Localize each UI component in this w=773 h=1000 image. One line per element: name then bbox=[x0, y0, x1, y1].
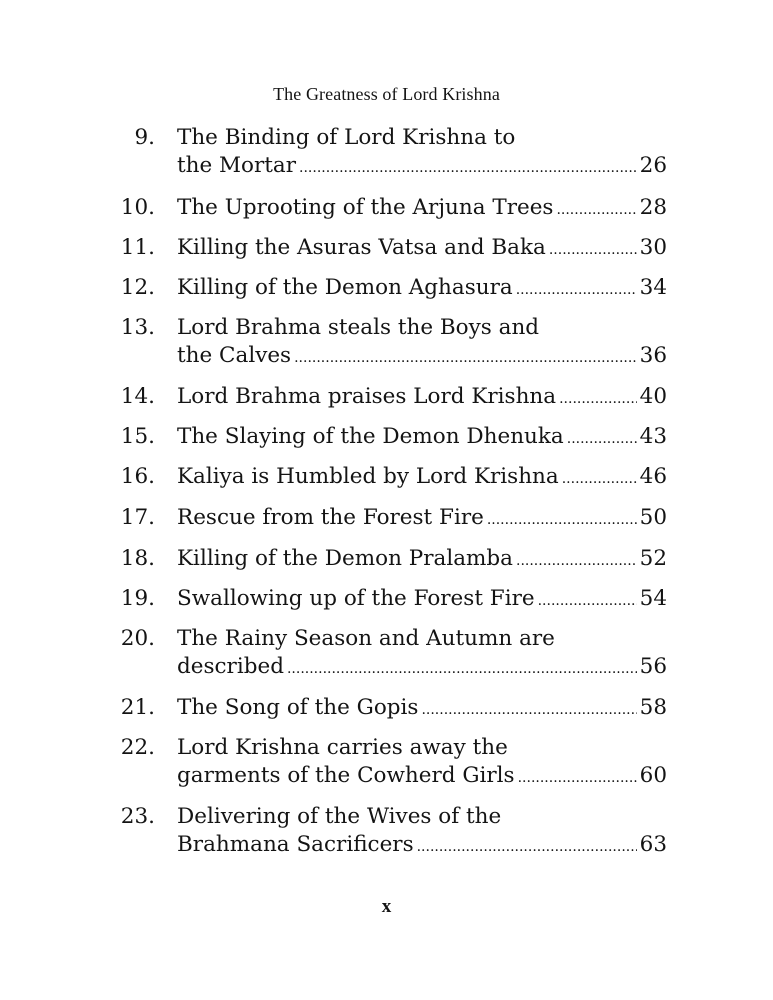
toc-entry-title-text: Swallowing up of the Forest Fire bbox=[177, 586, 535, 611]
dot-leader bbox=[417, 833, 637, 861]
toc-entry-number: 16. bbox=[120, 464, 155, 489]
toc-entry[interactable] bbox=[0, 274, 773, 302]
toc-entry-number: 21. bbox=[120, 695, 155, 720]
toc-entry-page-number: 34 bbox=[639, 275, 667, 300]
toc-entry-page-number: 43 bbox=[639, 424, 667, 449]
toc-entry-number: 14. bbox=[120, 384, 155, 409]
dot-leader bbox=[559, 385, 637, 413]
toc-entry-title-line bbox=[177, 762, 667, 792]
toc-entry-page-number: 50 bbox=[639, 505, 667, 530]
toc-entry-page-number: 58 bbox=[639, 695, 667, 720]
toc-entry[interactable] bbox=[0, 545, 773, 573]
toc-entry-title-line bbox=[177, 545, 667, 575]
toc-entry[interactable] bbox=[0, 803, 773, 859]
dot-leader bbox=[562, 465, 637, 493]
running-head: The Greatness of Lord Krishna bbox=[273, 84, 500, 104]
toc-entry-title-line bbox=[177, 342, 667, 372]
toc-entry[interactable] bbox=[0, 124, 773, 180]
toc-entry[interactable] bbox=[0, 194, 773, 222]
dot-leader bbox=[421, 696, 636, 724]
toc-entry-page-number: 52 bbox=[639, 546, 667, 571]
toc-entry[interactable] bbox=[0, 234, 773, 262]
toc-entry-title-text: described bbox=[177, 654, 284, 679]
toc-entry[interactable] bbox=[0, 383, 773, 411]
dot-leader bbox=[287, 655, 637, 683]
toc-entry-title-line bbox=[177, 463, 667, 493]
toc-entry[interactable] bbox=[0, 314, 773, 370]
toc-entry-title-text: The Slaying of the Demon Dhenuka bbox=[177, 424, 564, 449]
toc-entry-number: 19. bbox=[120, 586, 155, 611]
toc-entry-number: 9. bbox=[134, 125, 155, 150]
toc-entry-title-text: Kaliya is Humbled by Lord Krishna bbox=[177, 464, 559, 489]
dot-leader bbox=[516, 276, 637, 304]
toc-entry-title-text: the Mortar bbox=[177, 153, 297, 178]
toc-entry-title-line: The Binding of Lord Krishna to bbox=[177, 125, 516, 150]
dot-leader bbox=[567, 425, 637, 453]
toc-entry-page-number: 28 bbox=[639, 195, 667, 220]
toc-entry-page-number: 56 bbox=[639, 654, 667, 679]
dot-leader bbox=[518, 764, 637, 792]
dot-leader bbox=[487, 506, 637, 534]
toc-entry-title-line bbox=[177, 831, 667, 861]
toc-entry-number: 13. bbox=[120, 315, 155, 340]
dot-leader bbox=[299, 154, 637, 182]
toc-entry-page-number: 54 bbox=[639, 586, 667, 611]
toc-entry-title-line bbox=[177, 194, 667, 224]
toc-entry[interactable] bbox=[0, 734, 773, 790]
toc-entry-number: 22. bbox=[120, 735, 155, 760]
toc-entry-page-number: 30 bbox=[639, 235, 667, 260]
toc-entry-title-text: The Uprooting of the Arjuna Trees bbox=[177, 195, 554, 220]
toc-entry-number: 11. bbox=[120, 235, 155, 260]
dot-leader bbox=[556, 196, 636, 224]
toc-entry-title-line: Lord Krishna carries away the bbox=[177, 735, 508, 760]
toc-entry-number: 10. bbox=[120, 195, 155, 220]
toc-entry[interactable] bbox=[0, 625, 773, 681]
toc-entry-title-line: The Rainy Season and Autumn are bbox=[177, 626, 555, 651]
dot-leader bbox=[516, 547, 637, 575]
toc-entry[interactable] bbox=[0, 463, 773, 491]
toc-entry-title-text: Killing of the Demon Aghasura bbox=[177, 275, 513, 300]
toc-entry-title-text: Killing of the Demon Pralamba bbox=[177, 546, 513, 571]
toc-entry-number: 23. bbox=[120, 804, 155, 829]
toc-entry[interactable] bbox=[0, 423, 773, 451]
toc-entry-title-line bbox=[177, 234, 667, 264]
toc-entry-page-number: 46 bbox=[639, 464, 667, 489]
page-folio: x bbox=[381, 896, 392, 917]
toc-entry-number: 20. bbox=[120, 626, 155, 651]
toc-entry-title-line bbox=[177, 504, 667, 534]
toc-entry-title-text: Lord Brahma praises Lord Krishna bbox=[177, 384, 557, 409]
toc-entry-number: 12. bbox=[120, 275, 155, 300]
toc-entry-title-text: the Calves bbox=[177, 343, 292, 368]
toc-entry-number: 17. bbox=[120, 505, 155, 530]
toc-entry-page-number: 63 bbox=[639, 832, 667, 857]
toc-entry-page-number: 60 bbox=[639, 763, 667, 788]
toc-entry-title-line bbox=[177, 694, 667, 724]
dot-leader bbox=[538, 587, 637, 615]
toc-entry-title-line bbox=[177, 383, 667, 413]
toc-entry[interactable] bbox=[0, 585, 773, 613]
toc-entry-title-line: Lord Brahma steals the Boys and bbox=[177, 315, 540, 340]
toc-entry-title-line bbox=[177, 274, 667, 304]
toc-entry-title-line bbox=[177, 152, 667, 182]
toc-entry-title-line bbox=[177, 585, 667, 615]
toc-entry-title-text: Brahmana Sacrificers bbox=[177, 832, 414, 857]
dot-leader bbox=[294, 344, 637, 372]
toc-entry-page-number: 26 bbox=[639, 153, 667, 178]
toc-entry-title-text: The Song of the Gopis bbox=[177, 695, 419, 720]
toc-entry[interactable] bbox=[0, 504, 773, 532]
toc-entry[interactable] bbox=[0, 694, 773, 722]
toc-entry-number: 15. bbox=[120, 424, 155, 449]
toc-entry-title-text: Rescue from the Forest Fire bbox=[177, 505, 484, 530]
toc-entry-title-text: Killing the Asuras Vatsa and Baka bbox=[177, 235, 546, 260]
toc-entry-title-line: Delivering of the Wives of the bbox=[177, 804, 502, 829]
dot-leader bbox=[549, 236, 637, 264]
toc-entry-title-line bbox=[177, 653, 667, 683]
toc-entry-number: 18. bbox=[120, 546, 155, 571]
toc-entry-title-text: garments of the Cowherd Girls bbox=[177, 763, 515, 788]
toc-entry-title-line bbox=[177, 423, 667, 453]
toc-entry-page-number: 40 bbox=[639, 384, 667, 409]
toc-entry-page-number: 36 bbox=[639, 343, 667, 368]
